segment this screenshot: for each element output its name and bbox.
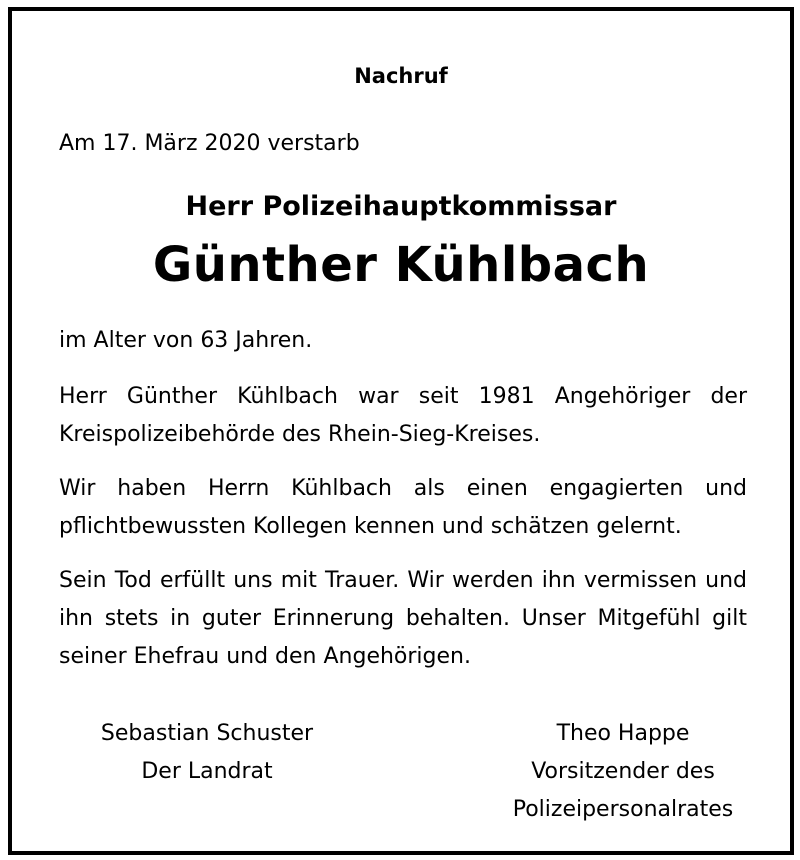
signatory-title: Der Landrat [141,759,273,784]
signatory-title-line-1: Vorsitzender des [531,759,715,784]
obituary-notice [8,7,794,855]
paragraph-career: Herr Günther Kühlbach war seit 1981 Angehöriger der Kreispolizeibehörde des Rhein-Sieg-Kreises. [59,384,747,447]
notice-heading: Nachruf [354,64,448,88]
intro-line: Am 17. März 2020 verstarb [59,131,360,156]
deceased-rank: Herr Polizeihauptkommissar [185,191,617,222]
age-line: im Alter von 63 Jahren. [59,328,313,353]
signatory-name: Sebastian Schuster [100,721,314,746]
paragraph-condolence: Sein Tod erfüllt uns mit Trauer. Wir werden ihn vermissen und ihn stets in guter Erinnerung behalten. Unser Mitgefühl gilt seiner Ehefrau und den Angehörigen. [59,568,747,669]
deceased-name: Günther Kühlbach [152,237,650,293]
signatory-name: Theo Happe [556,721,690,746]
paragraph-appreciation: Wir haben Herrn Kühlbach als einen engagierten und pflichtbewussten Kollegen kennen und schätzen gelernt. [59,476,747,539]
signature-left [62,715,352,791]
signatory-title-line-2: Polizeipersonalrates [512,797,734,822]
signature-right [478,715,768,829]
